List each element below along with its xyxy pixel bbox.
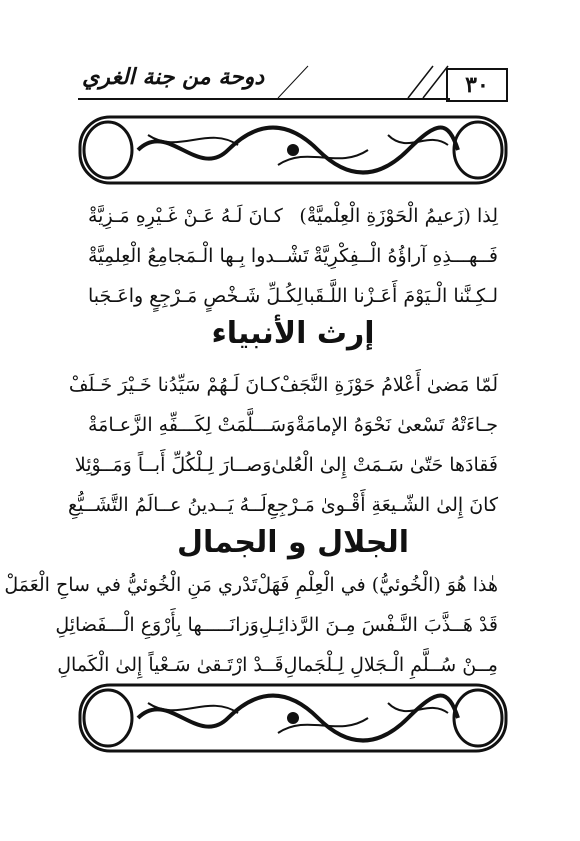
hemistich-left: لَــهُ يَــدينُ عــالَمُ التَّشَــيُّعِ [67, 494, 267, 516]
hemistich-right: لـكِـنَّنا الْـيَوْمَ أَعَـزْنا اللَّـقَبا [303, 285, 498, 307]
section-title-1: إرث الأنبياء [211, 316, 375, 351]
hemistich-right: مِــنْ سُــلَّمِ الْـجَلالِ لِـلْجَمالِ [283, 654, 498, 676]
hemistich-left: وَزانَـــــها بِأَرْوَعِ الْـــفَضائِلِ [55, 614, 259, 636]
verse [88, 196, 498, 236]
hemistich-left: كـانَ لَـهُ عَـنْ غَـيْرِهِ مَـزِيَّةْ [88, 205, 283, 227]
verse [57, 645, 498, 685]
verse [67, 485, 498, 525]
hemistich-right: فَــهـــذِهِ آراؤُهُ الْــفِكْرِيَّةْ [313, 245, 498, 267]
hemistich-left: قَــدْ ارْتَـقىٰ سَـعْياً إِلىٰ الْكَمالِ [57, 654, 284, 676]
verse [55, 605, 498, 645]
book-title: دوحة من جنة الغري [82, 64, 265, 90]
hemistich-right: قَدْ هَــذَّبَ النَّـفْسَ مِـنَ الرَّذائِـلِ [258, 614, 498, 636]
hemistich-left: لِكُـلِّ شَـخْصٍ مَـرْجِعٍ واعَـجَبا [88, 285, 303, 307]
header-slash-decoration [78, 60, 508, 100]
hemistich-right: فَقادَها حَتّىٰ سَـمَتْ إِلىٰ الْعُلىٰ [271, 454, 498, 476]
verse [74, 445, 498, 485]
verse [68, 365, 498, 405]
bottom-floral-ornament [78, 683, 508, 753]
stanza-1 [88, 196, 498, 316]
verse [88, 405, 498, 445]
verse [88, 276, 498, 316]
hemistich-left: تَدْري مَنِ الْخُوئيُّ في ساحِ الْعَمَلْ [4, 574, 258, 596]
hemistich-left: وَسَـــلَّمَتْ لِكَـــفِّهِ الزَّعـامَةْ [88, 414, 296, 436]
top-floral-ornament [78, 115, 508, 185]
stanza-3 [4, 565, 498, 685]
stanza-2 [67, 365, 498, 525]
page-number: ٣٠ [446, 68, 508, 102]
verse [4, 565, 498, 605]
hemistich-right: كانَ إِلىٰ الشّـيعَةِ أَقْـوىٰ مَـرْجِعِ [266, 494, 498, 516]
hemistich-left: تَشْــدوا بِـها الْـمَجامِعُ الْعِلمِيَّةْ [88, 245, 309, 267]
hemistich-left: كـانَ لَـهُمْ سَيِّدُنا خَـيْرَ خَـلَفْ [68, 374, 280, 396]
hemistich-right: هٰذا هُوَ (الْخُوئيُّ) في الْعِلْمِ فَهَلْ [257, 574, 498, 596]
verse [88, 236, 498, 276]
section-title-2: الجلال و الجمال [176, 525, 410, 560]
hemistich-right: لِذا (زَعيمُ الْحَوْزَةِ الْعِلْميَّةْ) [299, 205, 498, 227]
hemistich-left: وَصــارَ لِـلْكُلِّ أَبــاً وَمَــوْئِلا [74, 454, 272, 476]
hemistich-right: جـاءَتْهُ تَسْعىٰ نَحْوَهُ الإمامَةْ [295, 414, 498, 436]
page-header [78, 60, 508, 100]
header-rule [78, 98, 450, 100]
hemistich-right: لَمّا مَضىٰ أَعْلامُ حَوْزَةِ النَّجَفْ [279, 374, 498, 396]
